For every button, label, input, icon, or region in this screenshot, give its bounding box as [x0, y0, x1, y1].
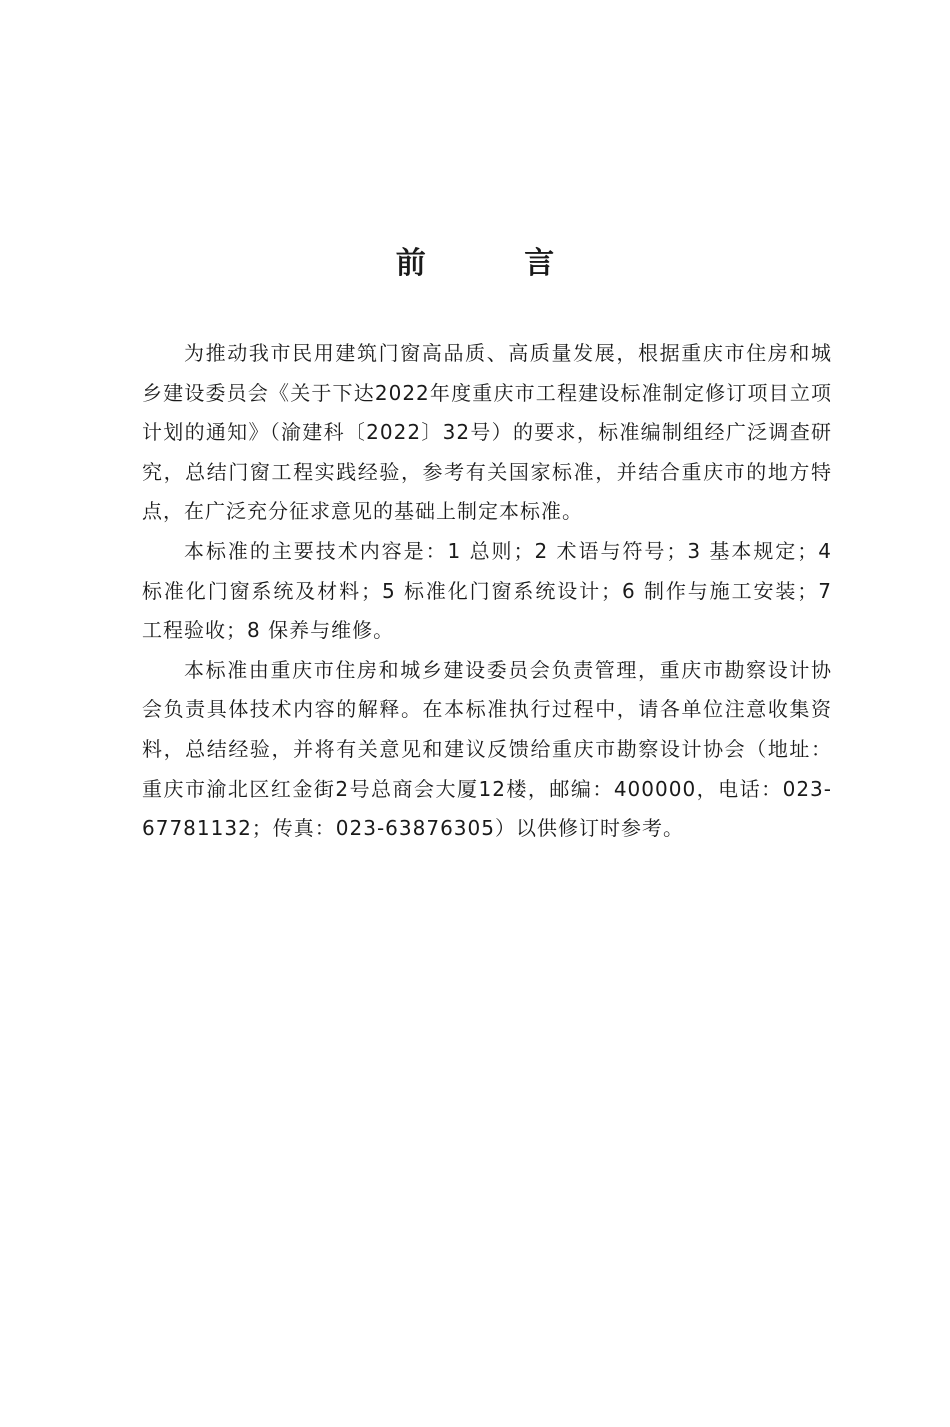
paragraph-contents: 本标准的主要技术内容是：1 总则；2 术语与符号；3 基本规定；4 标准化门窗系统及材料；5 标准化门窗系统设计；6 制作与施工安装；7 工程验收；8 保养与维修。	[142, 538, 832, 643]
paragraph-management: 本标准由重庆市住房和城乡建设委员会负责管理，重庆市勘察设计协会负责具体技术内容的解释。在本标准执行过程中，请各单位注意收集资料，总结经验，并将有关意见和建议反馈给重庆市勘察设计协会（地址：重庆市渝北区红金街2号总商会大厦12楼，邮编：400000，电话：023-67781132；传真：023-63876305）以供修订时参考。	[142, 657, 832, 841]
preface-body	[142, 334, 832, 849]
page-title: 前 言	[395, 246, 599, 281]
paragraph-purpose: 为推动我市民用建筑门窗高品质、高质量发展，根据重庆市住房和城乡建设委员会《关于下达2022年度重庆市工程建设标准制定修订项目立项计划的通知》（渝建科〔2022〕32号）的要求，标准编制组经广泛调查研究，总结门窗工程实践经验，参考有关国家标准，并结合重庆市的地方特点，在广泛充分征求意见的基础上制定本标准。	[142, 341, 832, 524]
